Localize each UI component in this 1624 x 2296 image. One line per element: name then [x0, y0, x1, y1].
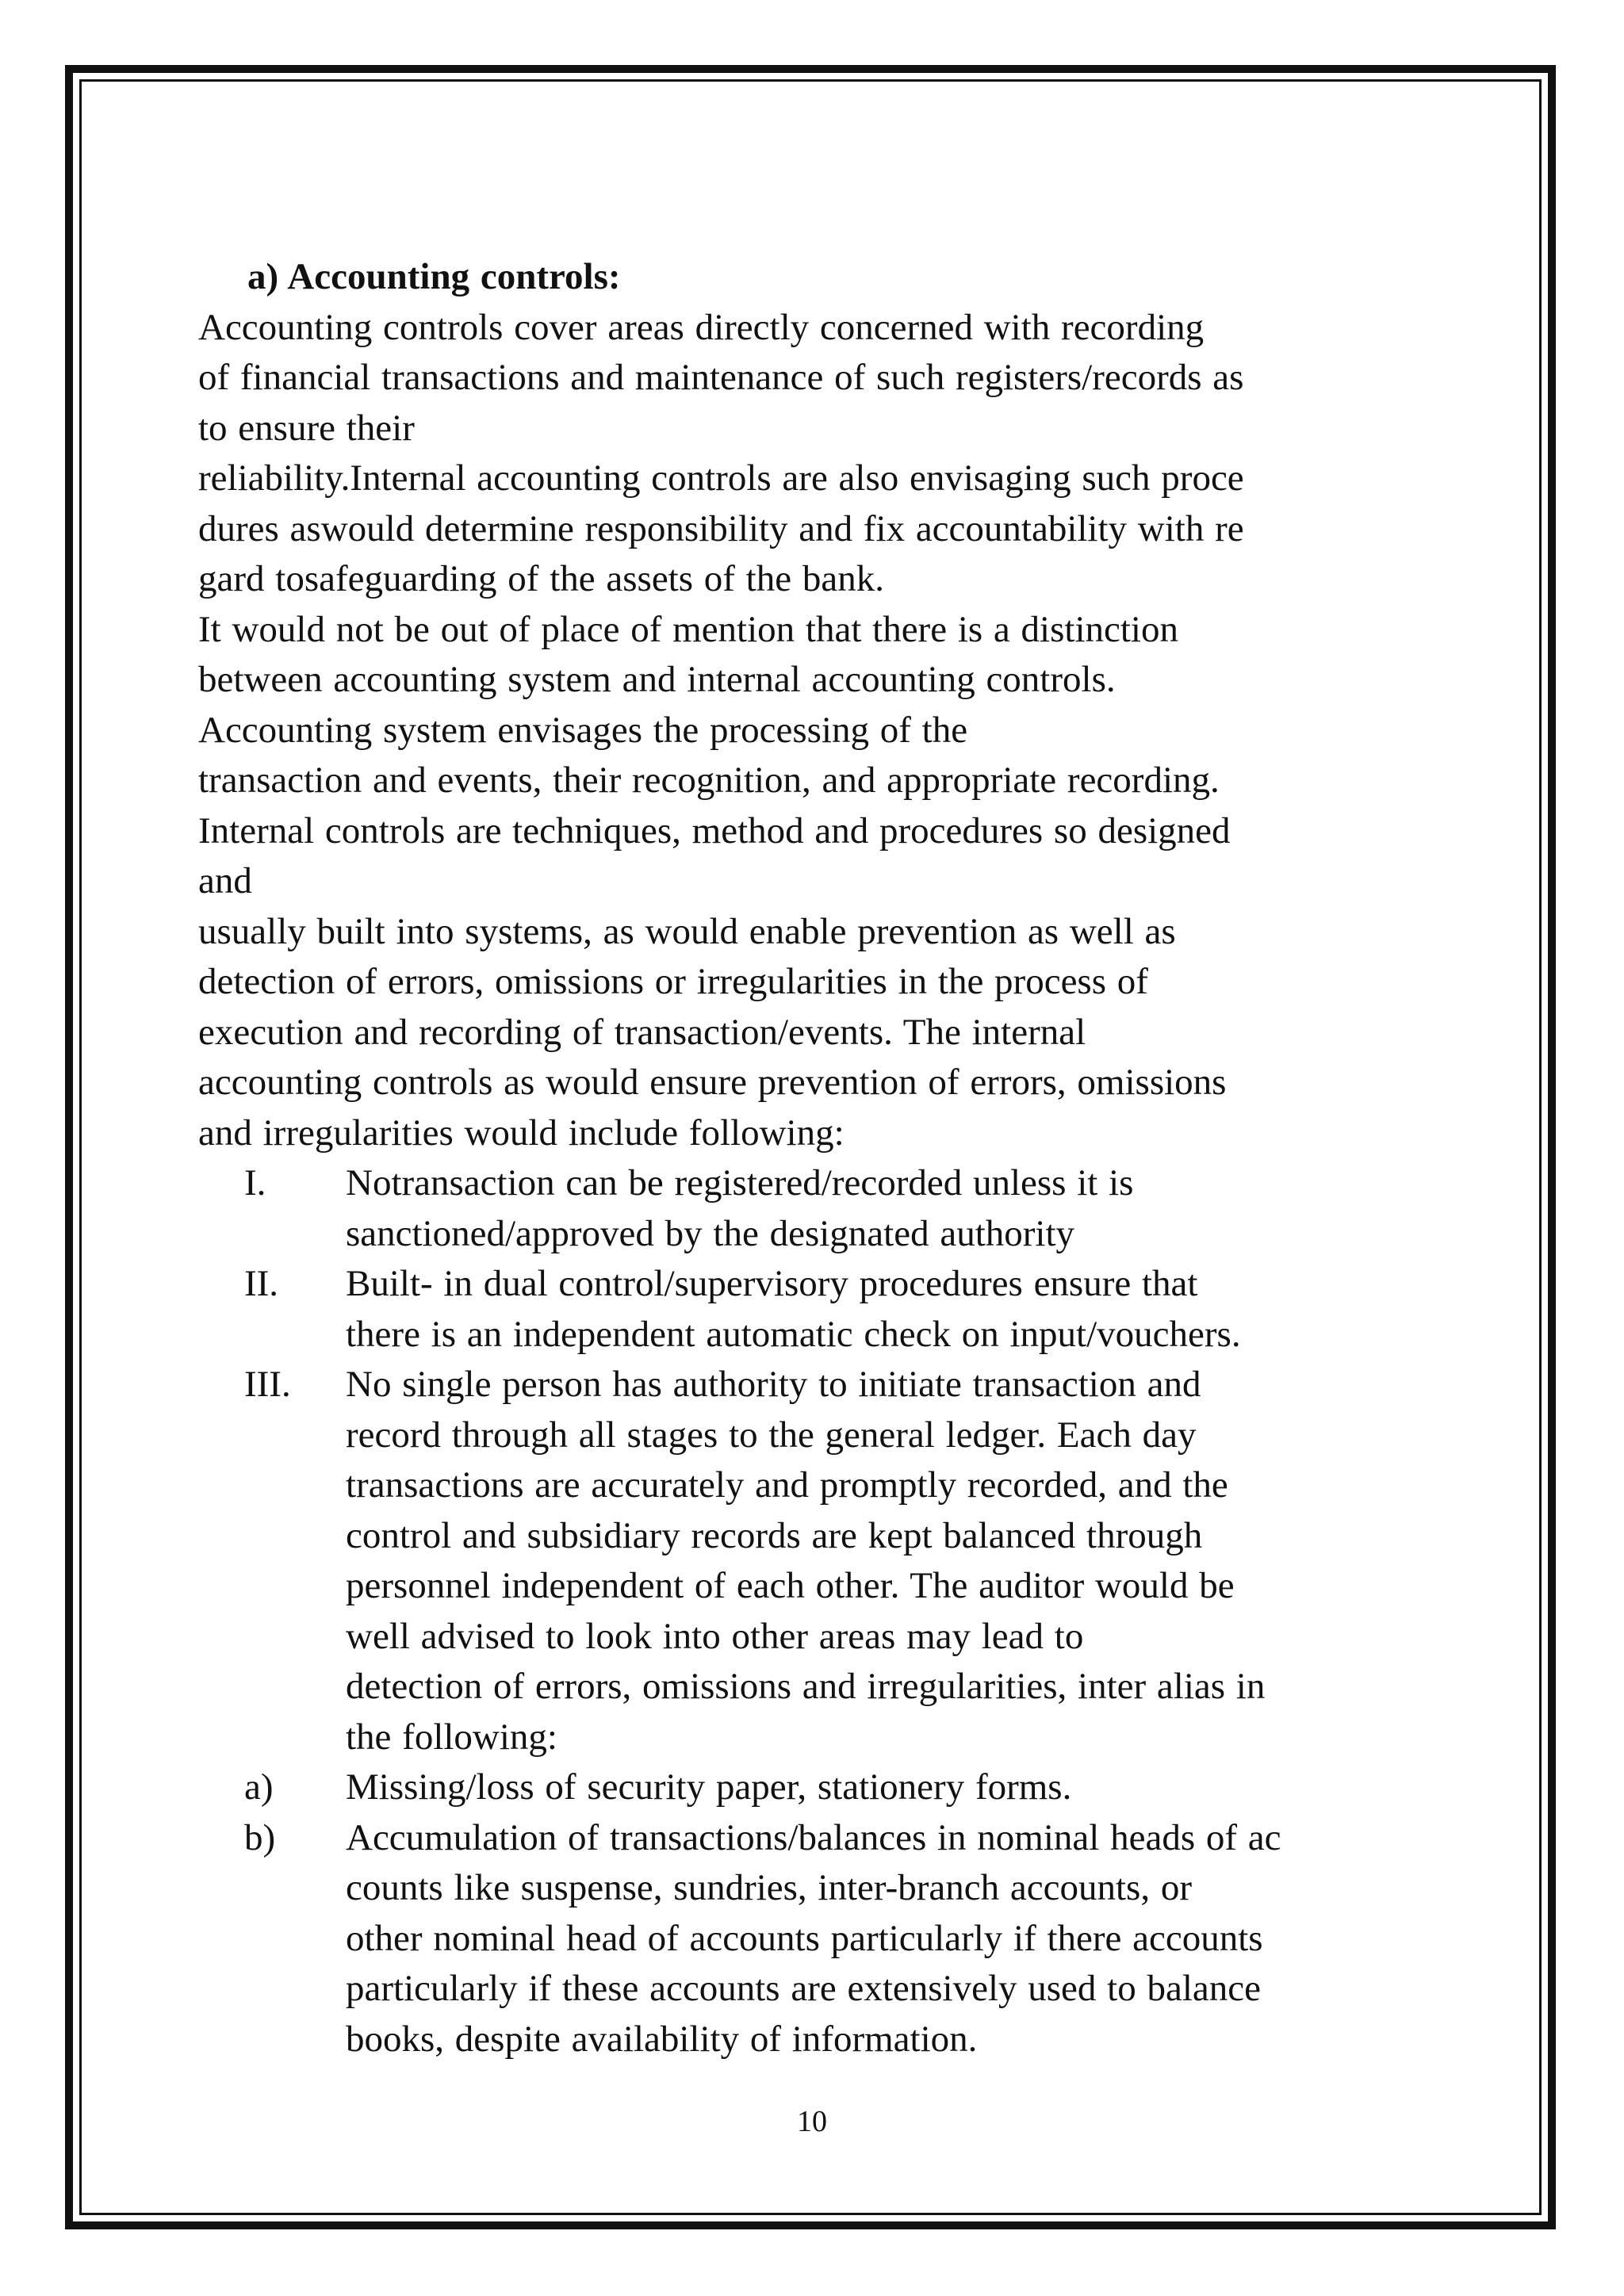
list-item-text: Accumulation of transactions/balances in nominal heads of ac [346, 1816, 1281, 1858]
paragraph-line: Internal controls are techniques, method and procedures so designed [198, 809, 1231, 851]
page-content [198, 252, 1451, 2064]
list-marker: I. [244, 1162, 266, 1203]
list-item-line: well advised to look into other areas may lead to [346, 1615, 1084, 1657]
list-item-line: transactions are accurately and promptly recorded, and the [346, 1464, 1228, 1506]
paragraph-line: detection of errors, omissions or irregularities in the process of [198, 961, 1148, 1002]
paragraph-line: and [198, 860, 252, 901]
list-item-text: No single person has authority to initiate transaction and [346, 1364, 1201, 1405]
list-item-line: counts like suspense, sundries, inter-branch accounts, or [346, 1867, 1192, 1908]
list-item-iii [198, 1360, 1451, 1762]
section-heading: a) Accounting controls: [247, 256, 621, 297]
list-item-line: record through all stages to the general ledger. Each day [346, 1414, 1197, 1456]
list-item-line: other nominal head of accounts particularly if there accounts [346, 1917, 1263, 1959]
paragraph-line: Accounting controls cover areas directly concerned with recording [198, 306, 1205, 348]
list-marker: II. [244, 1263, 279, 1304]
list-item-a [198, 1762, 1451, 1813]
paragraph-line: transaction and events, their recognition, and appropriate recording. [198, 760, 1220, 801]
list-item-line: personnel independent of each other. The auditor would be [346, 1565, 1235, 1606]
list-item-text: Notransaction can be registered/recorded unless it is [346, 1162, 1134, 1203]
list-item-line: there is an independent automatic check on input/vouchers. [346, 1313, 1241, 1355]
paragraph-line: between accounting system and internal accounting controls. [198, 659, 1116, 700]
list-item-b [198, 1813, 1451, 2065]
paragraph-line: usually built into systems, as would enable prevention as well as [198, 910, 1176, 952]
list-item-line: particularly if these accounts are extensively used to balance [346, 1968, 1261, 2009]
list-marker: b) [244, 1816, 276, 1858]
list-item-line: books, despite availability of information. [346, 2018, 978, 2060]
list-item-i [198, 1158, 1451, 1259]
paragraph-line: and irregularities would include following: [198, 1112, 845, 1154]
list-item-line: control and subsidiary records are kept balanced through [346, 1514, 1203, 1556]
body-paragraph [198, 303, 1451, 1159]
paragraph-line: execution and recording of transaction/events. The internal [198, 1011, 1086, 1053]
paragraph-line: It would not be out of place of mention that there is a distinction [198, 608, 1178, 650]
page-number: 10 [797, 2105, 827, 2138]
list-item-line [198, 1813, 1451, 1864]
paragraph-line: accounting controls as would ensure prevention of errors, omissions [198, 1062, 1227, 1103]
list-marker: III. [244, 1364, 291, 1405]
list-item-ii [198, 1259, 1451, 1360]
list-item-line [198, 1259, 1451, 1310]
list-item-line [198, 1158, 1451, 1209]
list-item-line [198, 1762, 1451, 1813]
paragraph-line: gard tosafeguarding of the assets of the bank. [198, 558, 884, 599]
list-item-line [198, 1360, 1451, 1410]
list-item-text: Missing/loss of security paper, stationery forms. [346, 1766, 1072, 1808]
list-item-text: Built- in dual control/supervisory procedures ensure that [346, 1263, 1198, 1304]
paragraph-line: to ensure their [198, 407, 415, 449]
list-item-line: detection of errors, omissions and irregularities, inter alias in [346, 1666, 1266, 1707]
list-item-line: sanctioned/approved by the designated authority [346, 1212, 1075, 1254]
paragraph-line: Accounting system envisages the processing of the [198, 709, 968, 751]
paragraph-line: reliability.Internal accounting controls are also envisaging such proce [198, 457, 1244, 499]
list-marker: a) [244, 1766, 274, 1808]
list-item-line: the following: [346, 1716, 557, 1758]
paragraph-line: dures aswould determine responsibility and fix accountability with re [198, 507, 1244, 549]
paragraph-line: of financial transactions and maintenance of such registers/records as [198, 357, 1244, 398]
